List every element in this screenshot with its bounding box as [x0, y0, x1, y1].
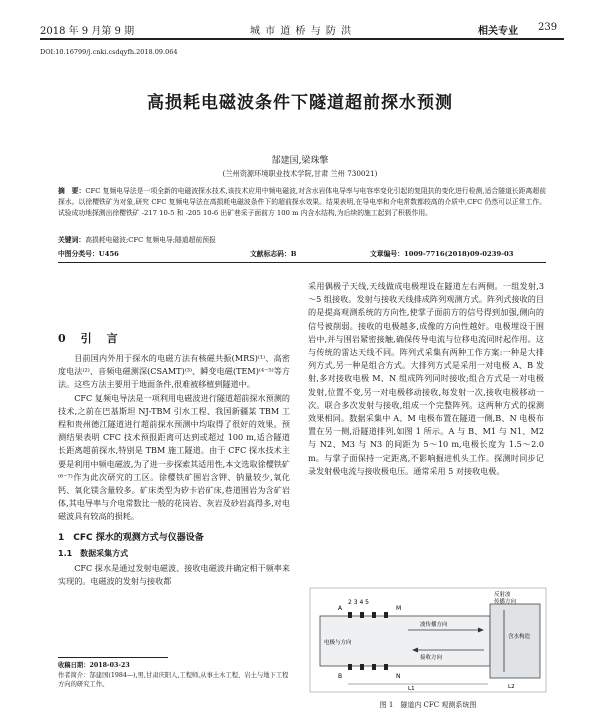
abstract [58, 186, 546, 219]
footnote [58, 661, 290, 690]
right-column [308, 280, 544, 478]
abstract-label: 摘 要： [58, 187, 86, 195]
figure-reflect-label: 反射波 [494, 592, 511, 598]
paragraph: 目前国内外用于探水的电磁方法有核磁共振(MRS)⁽¹⁾、高密度电法⁽²⁾、音频电磁测深(CSAMT)⁽³⁾、瞬变电磁(TEM)⁽⁴⁻⁵⁾等方法。这些方法主要用于地面条件,很难被移植到隧道中。 [58, 353, 290, 390]
figure-l2: L2 [508, 684, 515, 690]
figure-water-label: 含水构造 [508, 634, 531, 640]
header-rule [40, 38, 564, 40]
abstract-rule [58, 262, 546, 263]
authors: 郜建国,梁珠擎 [271, 156, 329, 166]
paper-title: 高损耗电磁波条件下隧道超前探水预测 [147, 93, 453, 113]
doi: DOI:10.16799/j.cnki.csdqyfh.2018.09.064 [40, 48, 178, 56]
paragraph: CFC 探水是通过发射电磁波、接收电磁波并确定相干频率来实现的。电磁波的发射与接收都 [58, 562, 290, 586]
page-number: 239 [538, 22, 558, 33]
keywords [58, 235, 546, 246]
figure-reflect-label-2: 传播方向 [494, 599, 517, 605]
section-heading-method: 1 CFC 探水的观测方式与仪器设备 [58, 532, 204, 543]
left-column [58, 324, 290, 588]
document-code: 文献标志码：B [250, 250, 297, 258]
section-label: 相关专业 [478, 26, 518, 37]
paragraph: 采用偶极子天线,天线做成电极埋设在隧道左右两侧。一组发射,3～5 组接收。发射与接收天线排成阵列观测方式。阵列式接收的目的是提高观测系统的方向性,使掌子面前方的信号得到加强,侧向的信号被削弱。接收的电极越多,成像的方向性越好。电极埋设于围岩中,并与围岩紧密接触,确保传导电流与位移电流同时起作用。这与传统的雷达天线不同。阵列式采集有两种工作方案:一种是大排列方式,另一种是组合方式。大排列方式是采用一对电极 A、B 发射,多对接收电极 M、N 组成阵列同时接收;组合方式是一对电极发射,位置不变,另一对电极移动接收,每发射一次,接收电极移动一次。联合多次发射与接收,组成一个完整阵列。这两种方式的探测效果相同。数据采集中 A、M 电极布置在隧道一侧,B、N 电极布置在另一侧,沿隧道排列,如图 1 所示。A 与 B、M1 与 N1、M2 与 N2、M3 与 N3 的间距为 5～10 m,电极长度为 1.5～2.0 m。与掌子面保持一定距离,不影响掘进机头工作。探测时同步记录发射极电流与接收极电压。通常采用 5 对接收电极。 [308, 281, 544, 476]
affiliation: (兰州资源环境职业技术学院,甘肃 兰州 730021) [222, 169, 378, 178]
figure-label-n: N [396, 673, 401, 680]
figure-label-a: A [338, 605, 343, 612]
received-date: 收稿日期：2018-03-23 [58, 662, 130, 669]
article-number: 文章编号：1009-7716(2018)09-0239-03 [370, 250, 514, 258]
figure-electrode-direction: 电极与方向 [324, 640, 352, 646]
figure-1 [308, 586, 548, 694]
figure-label-m: M [396, 605, 402, 612]
issue-label: 2018 年 9 月第 9 期 [40, 26, 135, 37]
section-heading-intro: 0 引 言 [58, 332, 120, 345]
abstract-text: CFC 复频电导法是一项全新的电磁波探水技术,该技术应用中频电磁波,对含水岩体电导率与电容率变化引起的复阻抗的变化进行检测,适合隧道长距离超前探水。以徐樱铁矿为对象,研究 CFC 复频电导法在高损耗电磁波条件下的超前探水效果。结果表明,在导电率和介电常数都较高的介质中,CFC 仍然可以正常工作。试验成功地探测出徐樱铁矿 -217 10-5 和 -205 10-6 出矿巷采子面前方 100 m 内含水结构,为后续的施工起到了积极作用。 [58, 187, 547, 217]
figure-electrode-numbers: 2 3 4 5 [348, 599, 369, 606]
clc-number: 中图分类号：U456 [58, 250, 119, 258]
figure-wave-direction: 波传播方向 [420, 622, 448, 628]
subsection-heading: 1.1 数据采集方式 [58, 548, 129, 558]
footnote-rule [58, 657, 168, 658]
figure-caption: 图 1 隧道内 CFC 观测系统图 [379, 701, 477, 709]
keywords-label: 关键词： [58, 236, 86, 244]
journal-name: 城 市 道 桥 与 防 洪 [250, 26, 353, 37]
author-bio: 作者简介：郜建国(1984—),男,甘肃庆阳人,工程师,从事土木工程、岩土与地下工程方向的研究工作。 [58, 671, 289, 688]
paragraph: CFC 复频电导法是一项利用电磁波进行隧道超前探水预测的技术,之前在巴基斯坦 NJ-TBM 引水工程、我国新疆某 TBM 工程和贵州德江隧道进行超前探水预测中均取得了很好的效果。预测结果表明 CFC 技术预报距离可达到或超过 100 m,适合隧道长距离超前探水,特别是 TBM 施工隧道。由于 CFC 探水技术主要是利用中频电磁波,为了进一步探索其适用性,本文选取徐樱铁矿⁽⁶⁻⁷⁾作为此次研究的工区。徐樱铁矿围岩含钾、钠量较少,氧化钙、氧化镁含量较多。矿床类型为矽卡岩矿床,巷道围岩为含矿岩体,其电导率与介电常数比一般的花岗岩、灰岩及砂岩高得多,对电磁波具有较高的损耗。 [58, 392, 290, 522]
keywords-text: 高损耗电磁波;CFC 复频电导;隧道超前预报 [85, 236, 216, 244]
figure-label-b: B [338, 673, 343, 680]
figure-l1: L1 [408, 686, 415, 692]
figure-receive-direction: 接收方向 [420, 655, 443, 661]
